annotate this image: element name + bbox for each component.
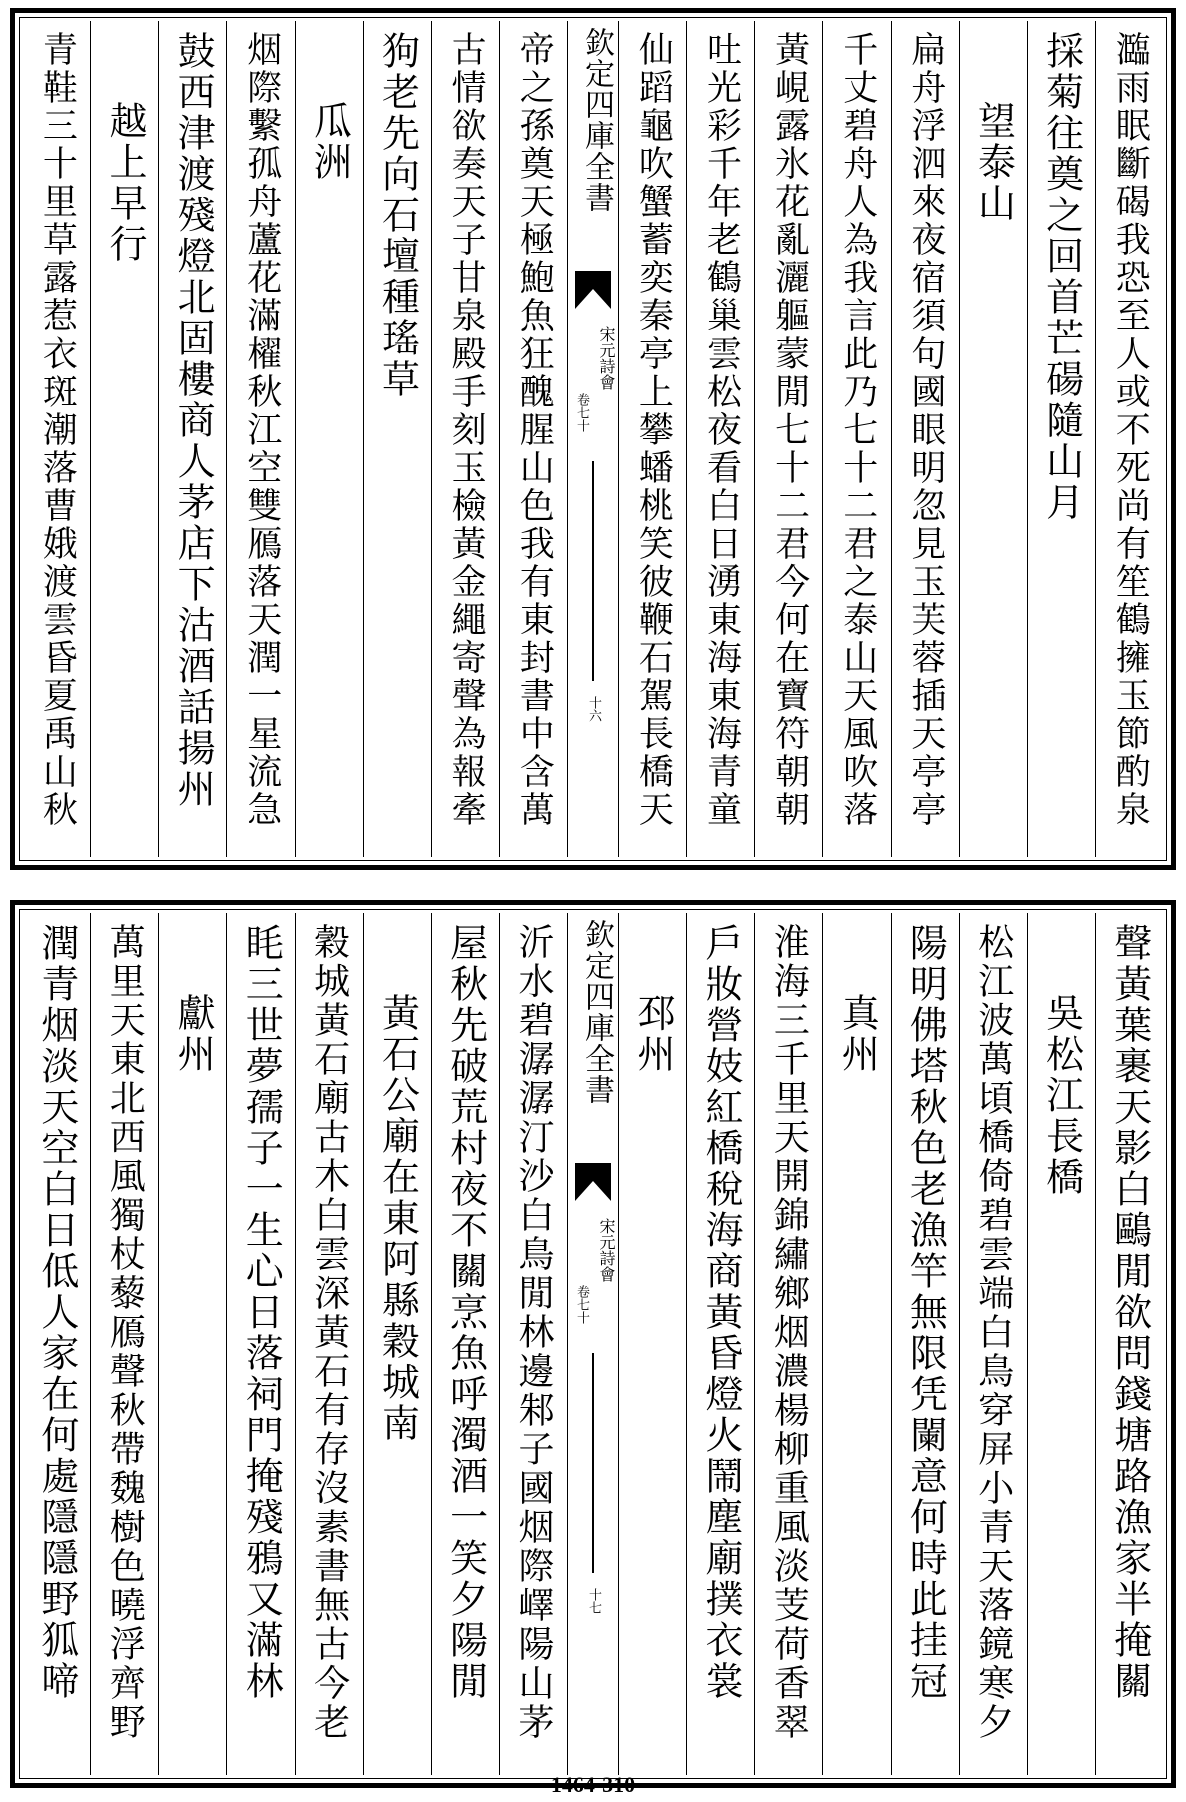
verse-text: 萬里天東北西風獨杖藜鴈聲秋帶魏樹色曉浮齊野 bbox=[104, 923, 146, 1742]
verse-text: 黃峴露氷花亂灑軀蒙閒七十二君今何在寶符朝朝 bbox=[769, 31, 810, 829]
verse-text: 古情欲奏天子甘泉殿手刻玉檢黃金繩寄聲為報牽 bbox=[446, 31, 487, 829]
book-title: 欽定四庫全書 bbox=[579, 919, 614, 1105]
text-column bbox=[363, 21, 431, 857]
poem-title: 真州 bbox=[835, 993, 880, 1075]
verse-text: 眊三世夢孺子一生心日落祠門掩殘鴉又滿林 bbox=[239, 923, 284, 1702]
text-column bbox=[499, 913, 567, 1775]
text-column bbox=[499, 21, 567, 857]
verse-text: 扁舟浮泗來夜宿須句國眼明忽見玉芙蓉插天亭亭 bbox=[905, 31, 946, 829]
poem-title: 吳松江長橋 bbox=[1039, 993, 1084, 1198]
center-fold-margin bbox=[567, 21, 618, 857]
text-column bbox=[822, 21, 890, 857]
text-column bbox=[754, 913, 822, 1775]
upper-columns bbox=[23, 21, 1163, 857]
text-column bbox=[1095, 21, 1163, 857]
verse-text: 千丈碧舟人為我言此乃七十二君之泰山天風吹落 bbox=[837, 31, 878, 829]
text-column bbox=[959, 913, 1027, 1775]
verse-text: 採菊往奠之回首芒碭隨山月 bbox=[1039, 31, 1084, 523]
text-column bbox=[431, 21, 499, 857]
upper-page bbox=[10, 8, 1176, 870]
poem-title-column bbox=[1027, 913, 1095, 1775]
poem-title-column bbox=[959, 21, 1027, 857]
verse-text: 潤青烟淡天空白日低人家在何處隱隱野狐啼 bbox=[34, 923, 79, 1702]
text-column bbox=[431, 913, 499, 1775]
verse-text: 鼓西津渡殘燈北固樓商人茅店下沽酒話揚州 bbox=[171, 31, 216, 810]
verse-text: 沂水碧潺潺汀沙白鳥閒林邊邾子國烟際嶧陽山茅 bbox=[513, 923, 555, 1742]
verse-text: 淮海三千里天開錦繡鄉烟濃楊柳重風淡芰荷香翠 bbox=[768, 923, 810, 1742]
text-column bbox=[618, 21, 686, 857]
verse-text: 松江波萬頃橋倚碧雲端白鳥穿屏小青天落鏡寒夕 bbox=[972, 923, 1014, 1742]
text-column bbox=[1095, 913, 1163, 1775]
text-column bbox=[891, 913, 959, 1775]
poem-title-column bbox=[618, 913, 686, 1775]
lower-page bbox=[10, 900, 1176, 1788]
verse-text: 穀城黃石廟古木白雲深黃石有存沒素書無古今老 bbox=[308, 923, 350, 1742]
poem-title: 獻州 bbox=[171, 993, 216, 1075]
center-fold-margin bbox=[567, 913, 618, 1775]
text-column bbox=[226, 913, 294, 1775]
verse-text: 陽明佛塔秋色老漁竿無限凭闌意何時此挂冠 bbox=[903, 923, 948, 1702]
poem-title: 望泰山 bbox=[971, 101, 1016, 224]
verse-text: 戶妝營妓紅橋稅海商黃昏燈火鬧塵廟撲衣裳 bbox=[698, 923, 743, 1702]
text-column bbox=[295, 913, 363, 1775]
verse-text: 瀶雨眠斷碣我恐至人或不死尚有笙鶴擁玉節酌泉 bbox=[1110, 31, 1151, 829]
verse-text: 屋秋先破荒村夜不關烹魚呼濁酒一笑夕陽閒 bbox=[443, 923, 488, 1702]
text-column bbox=[158, 21, 226, 857]
verse-text: 青鞋三十里草露惹衣斑潮落曹娥渡雲昏夏禹山秋 bbox=[37, 31, 78, 829]
verse-text: 仙蹈龜吹蟹蓄奕秦亭上攀蟠桃笑彼鞭石駕長橋天 bbox=[633, 31, 674, 829]
poem-title-column bbox=[822, 913, 890, 1775]
verse-text: 烟際繫孤舟蘆花滿櫂秋江空雙鴈落天潤一星流急 bbox=[241, 31, 282, 829]
verse-text: 帝之孫奠天極鮑魚狂醜腥山色我有東封書中含萬 bbox=[514, 31, 555, 829]
text-column bbox=[686, 21, 754, 857]
leaf-number: 十六 bbox=[586, 696, 601, 722]
verse-text: 吐光彩千年老鶴巢雲松夜看白日湧東海東海青童 bbox=[701, 31, 742, 829]
verse-text: 狗老先向石壇種瑤草 bbox=[375, 31, 420, 400]
text-column bbox=[226, 21, 294, 857]
verse-text: 聲黃葉裹天影白鷗閒欲問錢塘路漁家半掩關 bbox=[1107, 923, 1152, 1702]
text-column bbox=[686, 913, 754, 1775]
text-column bbox=[90, 913, 158, 1775]
poem-title: 瓜洲 bbox=[307, 101, 352, 183]
text-column bbox=[23, 913, 90, 1775]
text-column bbox=[23, 21, 90, 857]
fishtail-mark-icon bbox=[575, 1163, 611, 1201]
poem-title: 越上早行 bbox=[102, 101, 147, 265]
poem-title: 邳州 bbox=[630, 993, 675, 1075]
fold-line bbox=[592, 461, 594, 681]
section-title: 宋元詩會 bbox=[597, 1218, 616, 1282]
poem-title: 黃石公廟在東阿縣穀城南 bbox=[375, 993, 420, 1444]
volume-label: 卷七十 bbox=[574, 393, 589, 432]
book-title: 欽定四庫全書 bbox=[579, 27, 614, 213]
leaf-number: 十七 bbox=[586, 1588, 601, 1614]
poem-title-column bbox=[90, 21, 158, 857]
poem-title-column bbox=[295, 21, 363, 857]
page-number-footer: 1464-310 bbox=[550, 1772, 636, 1797]
fishtail-mark-icon bbox=[575, 271, 611, 309]
section-title: 宋元詩會 bbox=[597, 326, 616, 390]
fold-line bbox=[592, 1353, 594, 1573]
lower-columns bbox=[23, 913, 1163, 1775]
text-column bbox=[754, 21, 822, 857]
text-column bbox=[891, 21, 959, 857]
text-column bbox=[1027, 21, 1095, 857]
poem-title-column bbox=[363, 913, 431, 1775]
poem-title-column bbox=[158, 913, 226, 1775]
volume-label: 卷七十 bbox=[574, 1285, 589, 1324]
